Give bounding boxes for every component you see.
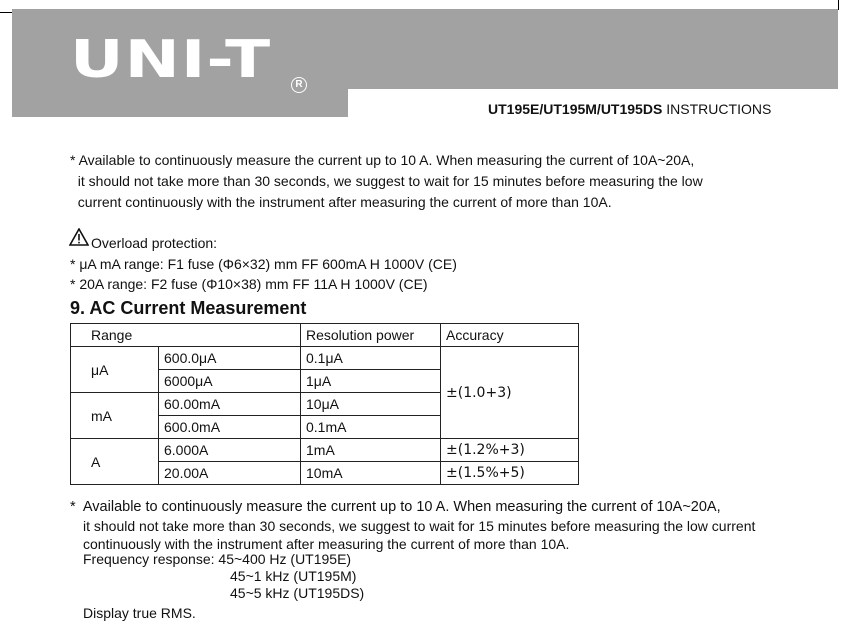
range-cell: 6.000A	[159, 439, 301, 462]
brand-logo: UNI-T	[70, 29, 272, 90]
range-cell: 600.0μA	[159, 347, 301, 370]
resolution-cell: 0.1μA	[301, 347, 441, 370]
table-row	[71, 439, 579, 462]
group-label: μA	[71, 347, 159, 393]
warning-triangle-icon	[69, 228, 89, 246]
header-tab	[12, 89, 348, 117]
header-resolution: Resolution power	[301, 324, 441, 347]
table-row	[71, 347, 579, 370]
frequency-response: Frequency response: 45~400 Hz (UT195E)	[83, 551, 352, 567]
document-title	[488, 101, 771, 117]
group-label: mA	[71, 393, 159, 439]
frequency-response-m: 45~1 kHz (UT195M)	[230, 568, 357, 584]
true-rms-note: Display true RMS.	[83, 605, 196, 621]
note-bottom-body	[83, 517, 755, 553]
table-header-row	[71, 324, 579, 347]
note-line: current continuously with the instrument after measuring the current of more than 10A.	[70, 194, 612, 210]
fuse-spec-2: * 20A range: F2 fuse (Φ10×38) mm FF 11A H 1000V (CE)	[70, 276, 428, 292]
model-names: UT195E/UT195M/UT195DS	[488, 101, 663, 117]
note-top	[70, 150, 703, 213]
frequency-response-ds: 45~5 kHz (UT195DS)	[230, 585, 365, 601]
resolution-cell: 1mA	[301, 439, 441, 462]
instructions-label: INSTRUCTIONS	[666, 101, 772, 117]
note-line: it should not take more than 30 seconds, we suggest to wait for 15 minutes before measuring the low current	[83, 518, 756, 534]
spec-table	[70, 323, 579, 485]
crop-mark	[838, 0, 839, 10]
header-accuracy: Accuracy	[441, 324, 579, 347]
range-cell: 20.00A	[159, 462, 301, 485]
range-cell: 600.0mA	[159, 416, 301, 439]
group-label: A	[71, 439, 159, 485]
resolution-cell: 0.1mA	[301, 416, 441, 439]
note-line: it should not take more than 30 seconds, we suggest to wait for 15 minutes before measuring the low	[70, 173, 703, 189]
note-bottom-line: * Available to continuously measure the current up to 10 A. When measuring the current of 10A~20A,	[70, 499, 721, 515]
resolution-cell: 10μA	[301, 393, 441, 416]
accuracy-cell: ±(1.0+3)	[441, 347, 579, 439]
resolution-cell: 1μA	[301, 370, 441, 393]
section-title: 9. AC Current Measurement	[70, 298, 307, 318]
header-range: Range	[71, 324, 301, 347]
accuracy-cell: ±(1.5%+5)	[441, 462, 579, 485]
note-line: continuously with the instrument after measuring the current of more than 10A.	[83, 536, 570, 552]
overload-title: Overload protection:	[91, 235, 218, 251]
fuse-spec-1: * μA mA range: F1 fuse (Φ6×32) mm FF 600mA H 1000V (CE)	[70, 256, 457, 272]
registered-mark-icon: R	[291, 77, 307, 93]
range-cell: 60.00mA	[159, 393, 301, 416]
accuracy-cell: ±(1.2%+3)	[441, 439, 579, 462]
resolution-cell: 10mA	[301, 462, 441, 485]
range-cell: 6000μA	[159, 370, 301, 393]
note-line: * Available to continuously measure the current up to 10 A. When measuring the current of 10A~20A,	[70, 152, 695, 168]
